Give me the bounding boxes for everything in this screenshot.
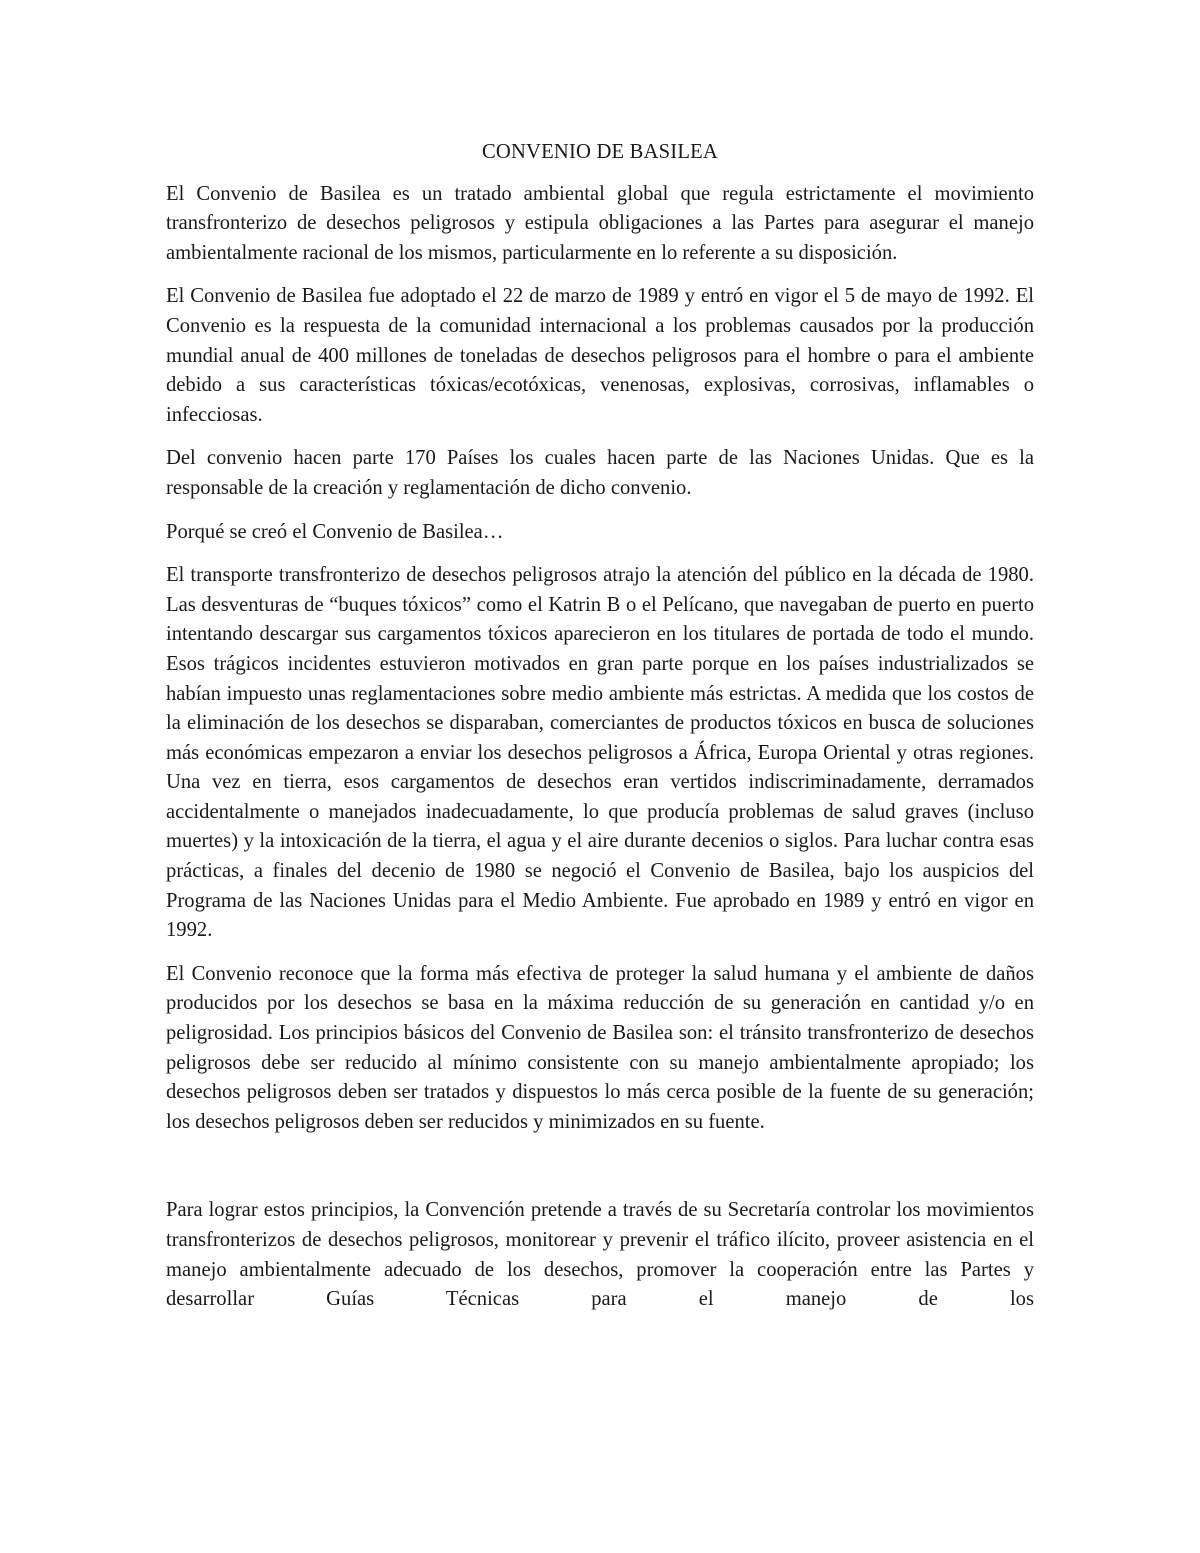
document-title: CONVENIO DE BASILEA (481, 141, 719, 163)
paragraph-spacer (166, 1151, 1034, 1196)
document-page (166, 138, 1034, 1329)
paragraph-members: Del convenio hacen parte 170 Países los cuales hacen parte de las Naciones Unidas. Que es la responsable de la creación y reglamentación de dicho convenio. (166, 447, 1034, 499)
paragraph-heading-why: Porqué se creó el Convenio de Basilea… (166, 520, 504, 543)
paragraph-history: El transporte transfronterizo de desechos peligrosos atrajo la atención del público en la década de 1980. Las desventuras de “buques tóxicos” como el Katrin B o el Pelícano, que navegaban de puerto en puerto intentando descargar sus cargamentos tóxicos aparecieron en los titulares de portada de todo el mundo. Esos trágicos incidentes estuvieron motivados en gran parte porque en los países industrializados se habían impuesto unas reglamentaciones sobre medio ambiente más estrictas. A medida que los costos de la eliminación de los desechos se disparaban, comerciantes de productos tóxicos en busca de soluciones más económicas empezaron a enviar los desechos peligrosos a África, Europa Oriental y otras regiones. Una vez en tierra, esos cargamentos de desechos eran vertidos indiscriminadamente, derramados accidentalmente o manejados inadecuadamente, lo que producía problemas de salud graves (incluso muertes) y la intoxicación de la tierra, el agua y el aire durante decenios o siglos. Para luchar contra esas prácticas, a finales del decenio de 1980 se negoció el Convenio de Basilea, bajo los auspicios del Programa de las Naciones Unidas para el Medio Ambiente. Fue aprobado en 1989 y entró en vigor en 1992. (166, 564, 1034, 942)
paragraph-principles: El Convenio reconoce que la forma más efectiva de proteger la salud humana y el ambiente de daños producidos por los desechos se basa en la máxima reducción de su generación en cantidad y/o en peligrosidad. Los principios básicos del Convenio de Basilea son: el tránsito transfronterizo de desechos peligrosos debe ser reducido al mínimo consistente con su manejo ambientalmente apropiado; los desechos peligrosos deben ser tratados y dispuestos lo más cerca posible de la fuente de su generación; los desechos peligrosos deben ser reducidos y minimizados en su fuente. (166, 962, 1034, 1133)
paragraph-objectives: Para lograr estos principios, la Convención pretende a través de su Secretaría controlar los movimientos transfronterizos de desechos peligrosos, monitorear y prevenir el tráfico ilícito, proveer asistencia en el manejo ambientalmente adecuado de los desechos, promover la cooperación entre las Partes y desarrollar Guías Técnicas para el manejo de los (166, 1199, 1034, 1311)
paragraph-intro: El Convenio de Basilea es un tratado ambiental global que regula estrictamente el movimiento transfronterizo de desechos peligrosos y estipula obligaciones a las Partes para asegurar el manejo ambientalmente racional de los mismos, particularmente en lo referente a su disposición. (166, 182, 1034, 264)
paragraph-adoption: El Convenio de Basilea fue adoptado el 22 de marzo de 1989 y entró en vigor el 5 de mayo de 1992. El Convenio es la respuesta de la comunidad internacional a los problemas causados por la producción mundial anual de 400 millones de toneladas de desechos peligrosos para el hombre o para el ambiente debido a sus características tóxicas/ecotóxicas, venenosas, explosivas, corrosivas, inflamables o infecciosas. (166, 285, 1034, 426)
